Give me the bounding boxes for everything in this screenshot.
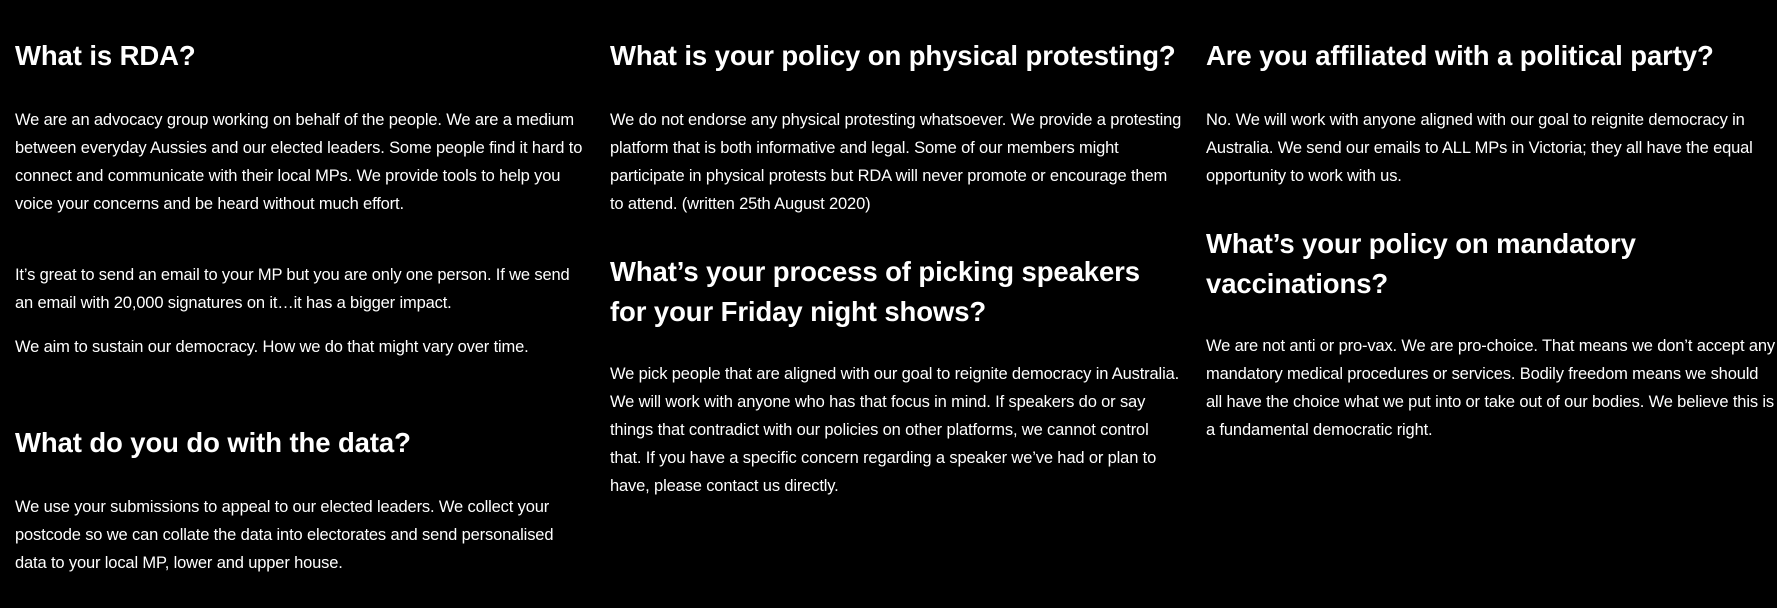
faq-answer-what-is-rda-p2: It’s great to send an email to your MP but you are only one person. If we send an email with 20,000 signatures on it…it has a bigger impact. <box>15 266 570 312</box>
faq-answer-what-is-rda-p3: We aim to sustain our democracy. How we do that might vary over time. <box>15 338 529 356</box>
faq-answer-what-is-rda-p1: We are an advocacy group working on behalf of the people. We are a medium between everyday Aussies and our elected leaders. Some people find it hard to connect and communicate with their local MPs. We provide tools to help you voice your concerns and be heard without much effort. <box>15 111 583 213</box>
faq-question-mandatory-vaccinations: What’s your policy on mandatory vaccinations? <box>1206 228 1636 299</box>
faq-question-picking-speakers: What’s your process of picking speakers for your Friday night shows? <box>610 256 1140 327</box>
faq-question-data-use: What do you do with the data? <box>15 427 411 458</box>
faq-answer-mandatory-vaccinations: We are not anti or pro-vax. We are pro-choice. That means we don’t accept any mandatory medical procedures or services. Bodily freedom means we should all have the choice what we put into or take out of our bodies. We believe this is a fundamental democratic right. <box>1206 337 1775 439</box>
faq-question-physical-protesting: What is your policy on physical protesting? <box>610 40 1176 71</box>
faq-question-political-party: Are you affiliated with a political party? <box>1206 40 1714 71</box>
faq-answer-picking-speakers: We pick people that are aligned with our goal to reignite democracy in Australia. We will work with anyone who has that focus in mind. If speakers do or say things that contradict with our policies on other platforms, we cannot control that. If you have a specific concern regarding a speaker we’ve had or plan to have, please contact us directly. <box>610 365 1180 495</box>
faq-question-what-is-rda: What is RDA? <box>15 40 196 71</box>
faq-answer-political-party: No. We will work with anyone aligned with our goal to reignite democracy in Australia. We send our emails to ALL MPs in Victoria; they all have the equal opportunity to work with us. <box>1206 111 1753 185</box>
faq-answer-physical-protesting: We do not endorse any physical protesting whatsoever. We provide a protesting platform that is both informative and legal. Some of our members might participate in physical protests but RDA will never promote or encourage them to attend. (written 25th August 2020) <box>610 111 1182 213</box>
faq-answer-data-use: We use your submissions to appeal to our elected leaders. We collect your postcode so we can collate the data into electorates and send personalised data to your local MP, lower and upper house. <box>15 498 554 572</box>
